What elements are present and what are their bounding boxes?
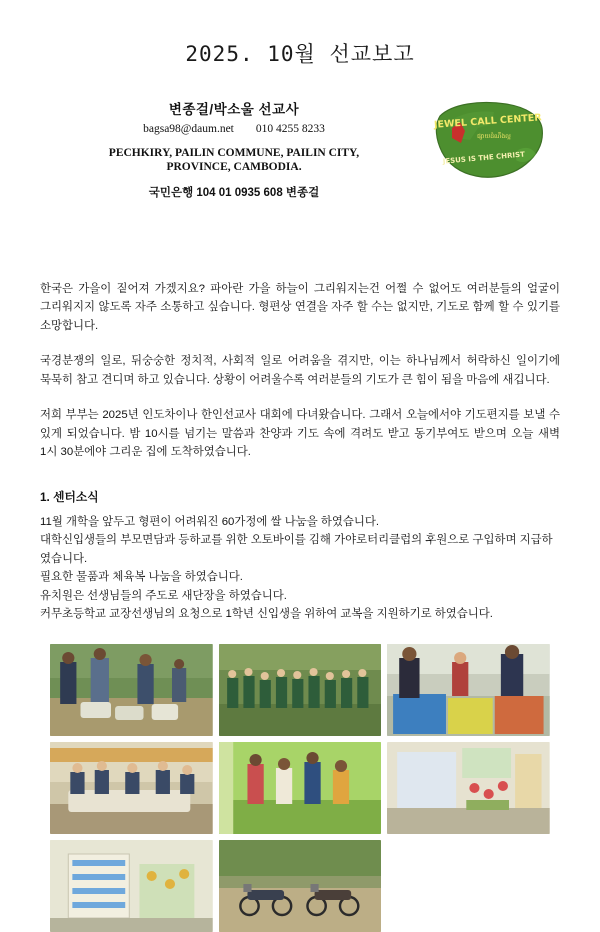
svg-text:JEWEL CALL CENTER: JEWEL CALL CENTER	[433, 112, 542, 131]
paragraph-3: 저희 부부는 2025년 인도차이나 한인선교사 대회에 다녀왔습니다. 그래서 오늘에서야 기도편지를 보낼 수 있게 되었습니다. 밤 10시를 넘기는 말씀과 찬양과 기도 속에 격려도 받고 동기부여도 받으며 오늘 새벽 1시 30분에야 그리운 집에 도착하였습니다.	[40, 409, 560, 459]
contact-line	[64, 123, 404, 135]
organization-logo	[422, 94, 554, 186]
header-block	[36, 98, 564, 208]
section-line-3: 필요한 물품과 체육복 나눔을 하였습니다.	[40, 571, 243, 584]
photo-children-group-field	[219, 644, 382, 736]
photo-kindergarten-interior	[387, 742, 550, 834]
bank-account-line: 국민은행 104 01 0935 608 변종걸	[148, 186, 320, 199]
header-center	[64, 98, 404, 200]
document-page	[0, 38, 600, 887]
email-text: bagsa98@daum.net	[143, 123, 234, 135]
body-area	[36, 280, 564, 624]
photo-classroom-shelves	[50, 840, 213, 932]
page-title: 2025. 10월 선교보고	[185, 42, 415, 66]
missionary-name: 변종걸/박소울 선교사	[168, 102, 300, 117]
paragraph-1: 한국은 가을이 짙어져 가겠지요? 파아란 가을 하늘이 그리워지는건 어쩔 수 없어도 여러분들의 얼굴이 그리워지지 않도록 자주 소통하고 싶습니다. 형편상 연결을 자주 할 수는 없지만, 기도로 함께 할 수 있기를 소망합니다.	[40, 283, 560, 332]
section-line-5: 커무초등학교 교장선생님의 요청으로 1학년 신입생을 위하여 교복을 지원하기로 하였습니다.	[40, 608, 493, 621]
section-line-4: 유치원은 선생님들의 주도로 새단장을 하였습니다.	[40, 589, 287, 602]
svg-text:ផ្សាយដំណឹងល្អ: ផ្សាយដំណឹងល្អ	[477, 133, 511, 140]
photo-rice-distribution-outdoor	[50, 644, 213, 736]
photo-grid	[36, 644, 564, 932]
svg-text:JESUS IS THE CHRIST: JESUS IS THE CHRIST	[442, 150, 526, 166]
section-heading-center-news: 1. 센터소식	[40, 489, 99, 504]
address-line-2: PROVINCE, CAMBODIA.	[166, 161, 302, 174]
photo-meeting-room-table	[50, 742, 213, 834]
address-line-1: PECHKIRY, PAILIN COMMUNE, PAILIN CITY,	[108, 147, 360, 159]
phone-text: 010 4255 8233	[255, 123, 325, 135]
photo-kindergarten-painting	[219, 742, 382, 834]
section-line-2: 대학신입생들의 부모면담과 등하교를 위한 오토바이를 김해 가야로터리클럽의 후원으로 구입하며 지급하였습니다.	[40, 534, 553, 565]
paragraph-2: 국경분쟁의 일로, 뒤숭숭한 정치적, 사회적 일로 어려움을 겪지만, 이는 하나님께서 허락하신 일이기에 묵묵히 참고 견디며 하고 있습니다. 상황이 어려울수록 여러분들의 기도가 큰 힘이 됨을 마음에 새깁니다.	[40, 355, 560, 386]
section-line-1: 11월 개학을 앞두고 형편이 어려워진 60가정에 쌀 나눔을 하였습니다.	[40, 515, 380, 528]
address-block	[64, 146, 404, 175]
photo-supplies-sorting	[387, 644, 550, 736]
photo-motorbikes-outdoor	[219, 840, 382, 932]
